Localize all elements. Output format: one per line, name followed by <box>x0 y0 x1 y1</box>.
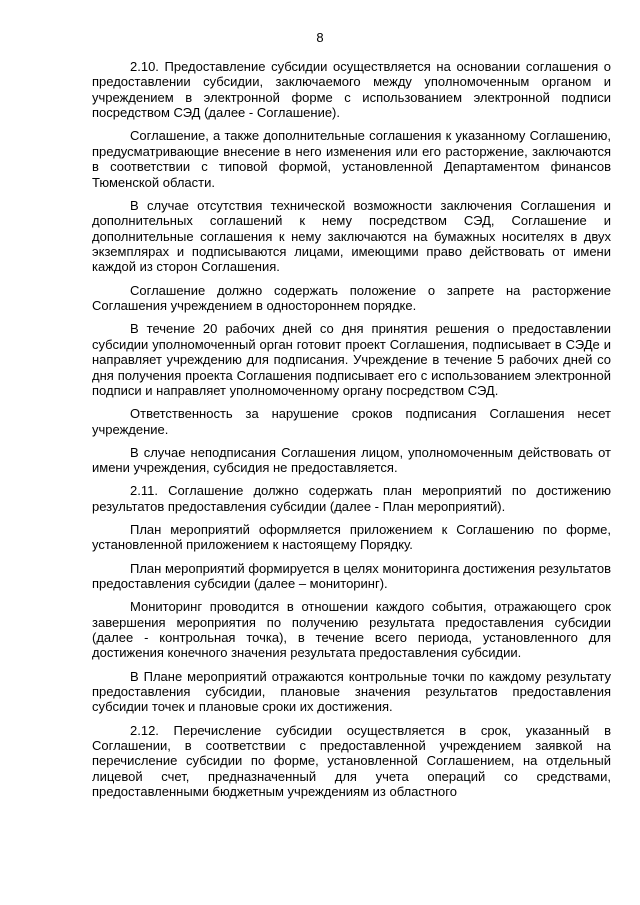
document-body <box>92 59 611 807</box>
paragraph-signing-deadlines: В течение 20 рабочих дней со дня принятия решения о предоставлении субсидии уполномоченный орган готовит проект Соглашения, подписывает в СЭДе и направляет учреждению для подписания. Учреждение в течение 5 рабочих дней со дня получения проекта Соглашения подписывает его с использованием электронной подписи и направляет уполномоченному органу посредством СЭД. <box>92 321 611 398</box>
paragraph-control-points: В Плане мероприятий отражаются контрольные точки по каждому результату предоставления субсидии, плановые значения результатов предоставления субсидии точек и плановые сроки их достижения. <box>92 668 611 715</box>
paragraph-paper-agreement: В случае отсутствия технической возможности заключения Соглашения и дополнительных соглашений к нему посредством СЭД, Соглашение и дополнительные соглашения к нему заключаются на бумажных носителях в двух экземплярах и подписываются лицами, имеющими право действовать от имени каждой из сторон Соглашения. <box>92 197 611 275</box>
paragraph-2-10: 2.10. Предоставление субсидии осуществляется на основании соглашения о предоставлении субсидии, заключаемого между уполномоченным органом и учреждением в электронной форме с использованием электронной подписи посредством СЭД (далее - Соглашение). <box>92 59 611 121</box>
paragraph-plan-purpose: План мероприятий формируется в целях мониторинга достижения результатов предоставления субсидии (далее – мониторинг). <box>92 560 611 591</box>
paragraph-termination-ban: Соглашение должно содержать положение о запрете на расторжение Соглашения учреждением в одностороннем порядке. <box>92 282 611 314</box>
paragraph-2-12: 2.12. Перечисление субсидии осуществляется в срок, указанный в Соглашении, в соответствии с предоставленной учреждением заявкой на перечисление субсидии по форме, установленной Соглашением, на отдельный лицевой счет, предназначенный для учета операций со средствами, предоставленными бюджетным учреждениям из областного <box>92 722 611 800</box>
paragraph-agreement-form: Соглашение, а также дополнительные соглашения к указанному Соглашению, предусматривающие внесение в него изменения или его расторжение, заключаются в соответствии с типовой формой, установленной Департаментом финансов Тюменской области. <box>92 128 611 190</box>
paragraph-non-signing: В случае неподписания Соглашения лицом, уполномоченным действовать от имени учреждения, субсидия не предоставляется. <box>92 444 611 476</box>
paragraph-plan-form: План мероприятий оформляется приложением к Соглашению по форме, установленной приложением к настоящему Порядку. <box>92 521 611 553</box>
paragraph-responsibility: Ответственность за нарушение сроков подписания Соглашения несет учреждение. <box>92 406 611 437</box>
paragraph-monitoring: Мониторинг проводится в отношении каждого события, отражающего срок завершения мероприятия по получению результата предоставления субсидии (далее - контрольная точка), в течение всего периода, установленного для достижения конечного значения результата предоставления субсидии. <box>92 599 611 661</box>
page-number: 8 <box>316 30 324 45</box>
paragraph-2-11: 2.11. Соглашение должно содержать план мероприятий по достижению результатов предоставления субсидии (далее - План мероприятий). <box>92 483 611 514</box>
